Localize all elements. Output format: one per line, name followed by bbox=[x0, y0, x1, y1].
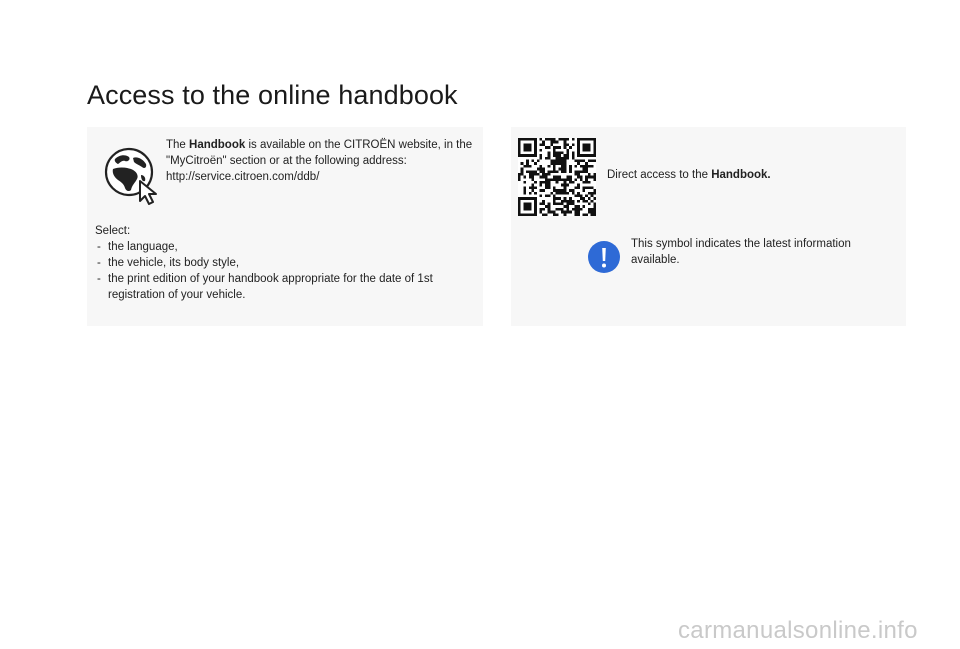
globe-cursor-icon bbox=[103, 145, 161, 205]
select-label: Select: bbox=[95, 225, 131, 237]
watermark: carmanualsonline.info bbox=[678, 617, 918, 644]
direct-access-panel bbox=[511, 127, 906, 326]
direct-access-text: Direct access to the Handbook. bbox=[607, 169, 771, 181]
handbook-bold-label: Handbook bbox=[189, 139, 246, 151]
select-instructions bbox=[95, 223, 475, 303]
exclamation-info-icon bbox=[588, 241, 620, 273]
qr-code-icon[interactable] bbox=[518, 138, 596, 216]
select-item-language: - the language, bbox=[95, 239, 475, 255]
select-list bbox=[95, 239, 475, 303]
info-symbol-text: This symbol indicates the latest information available. bbox=[631, 238, 851, 266]
select-item-vehicle: - the vehicle, its body style, bbox=[95, 255, 475, 271]
handbook-info-panel bbox=[87, 127, 483, 326]
direct-handbook-bold: Handbook. bbox=[711, 169, 771, 181]
page-title: Access to the online handbook bbox=[87, 80, 458, 110]
select-item-print-edition: - the print edition of your handbook appropriate for the date of 1st registration of your vehicle. bbox=[95, 271, 475, 303]
handbook-intro-text: The Handbook is available on the CITROËN website, in the "MyCitroën" section or at the following address: http://service.citroen.com/ddb/ bbox=[166, 139, 473, 183]
